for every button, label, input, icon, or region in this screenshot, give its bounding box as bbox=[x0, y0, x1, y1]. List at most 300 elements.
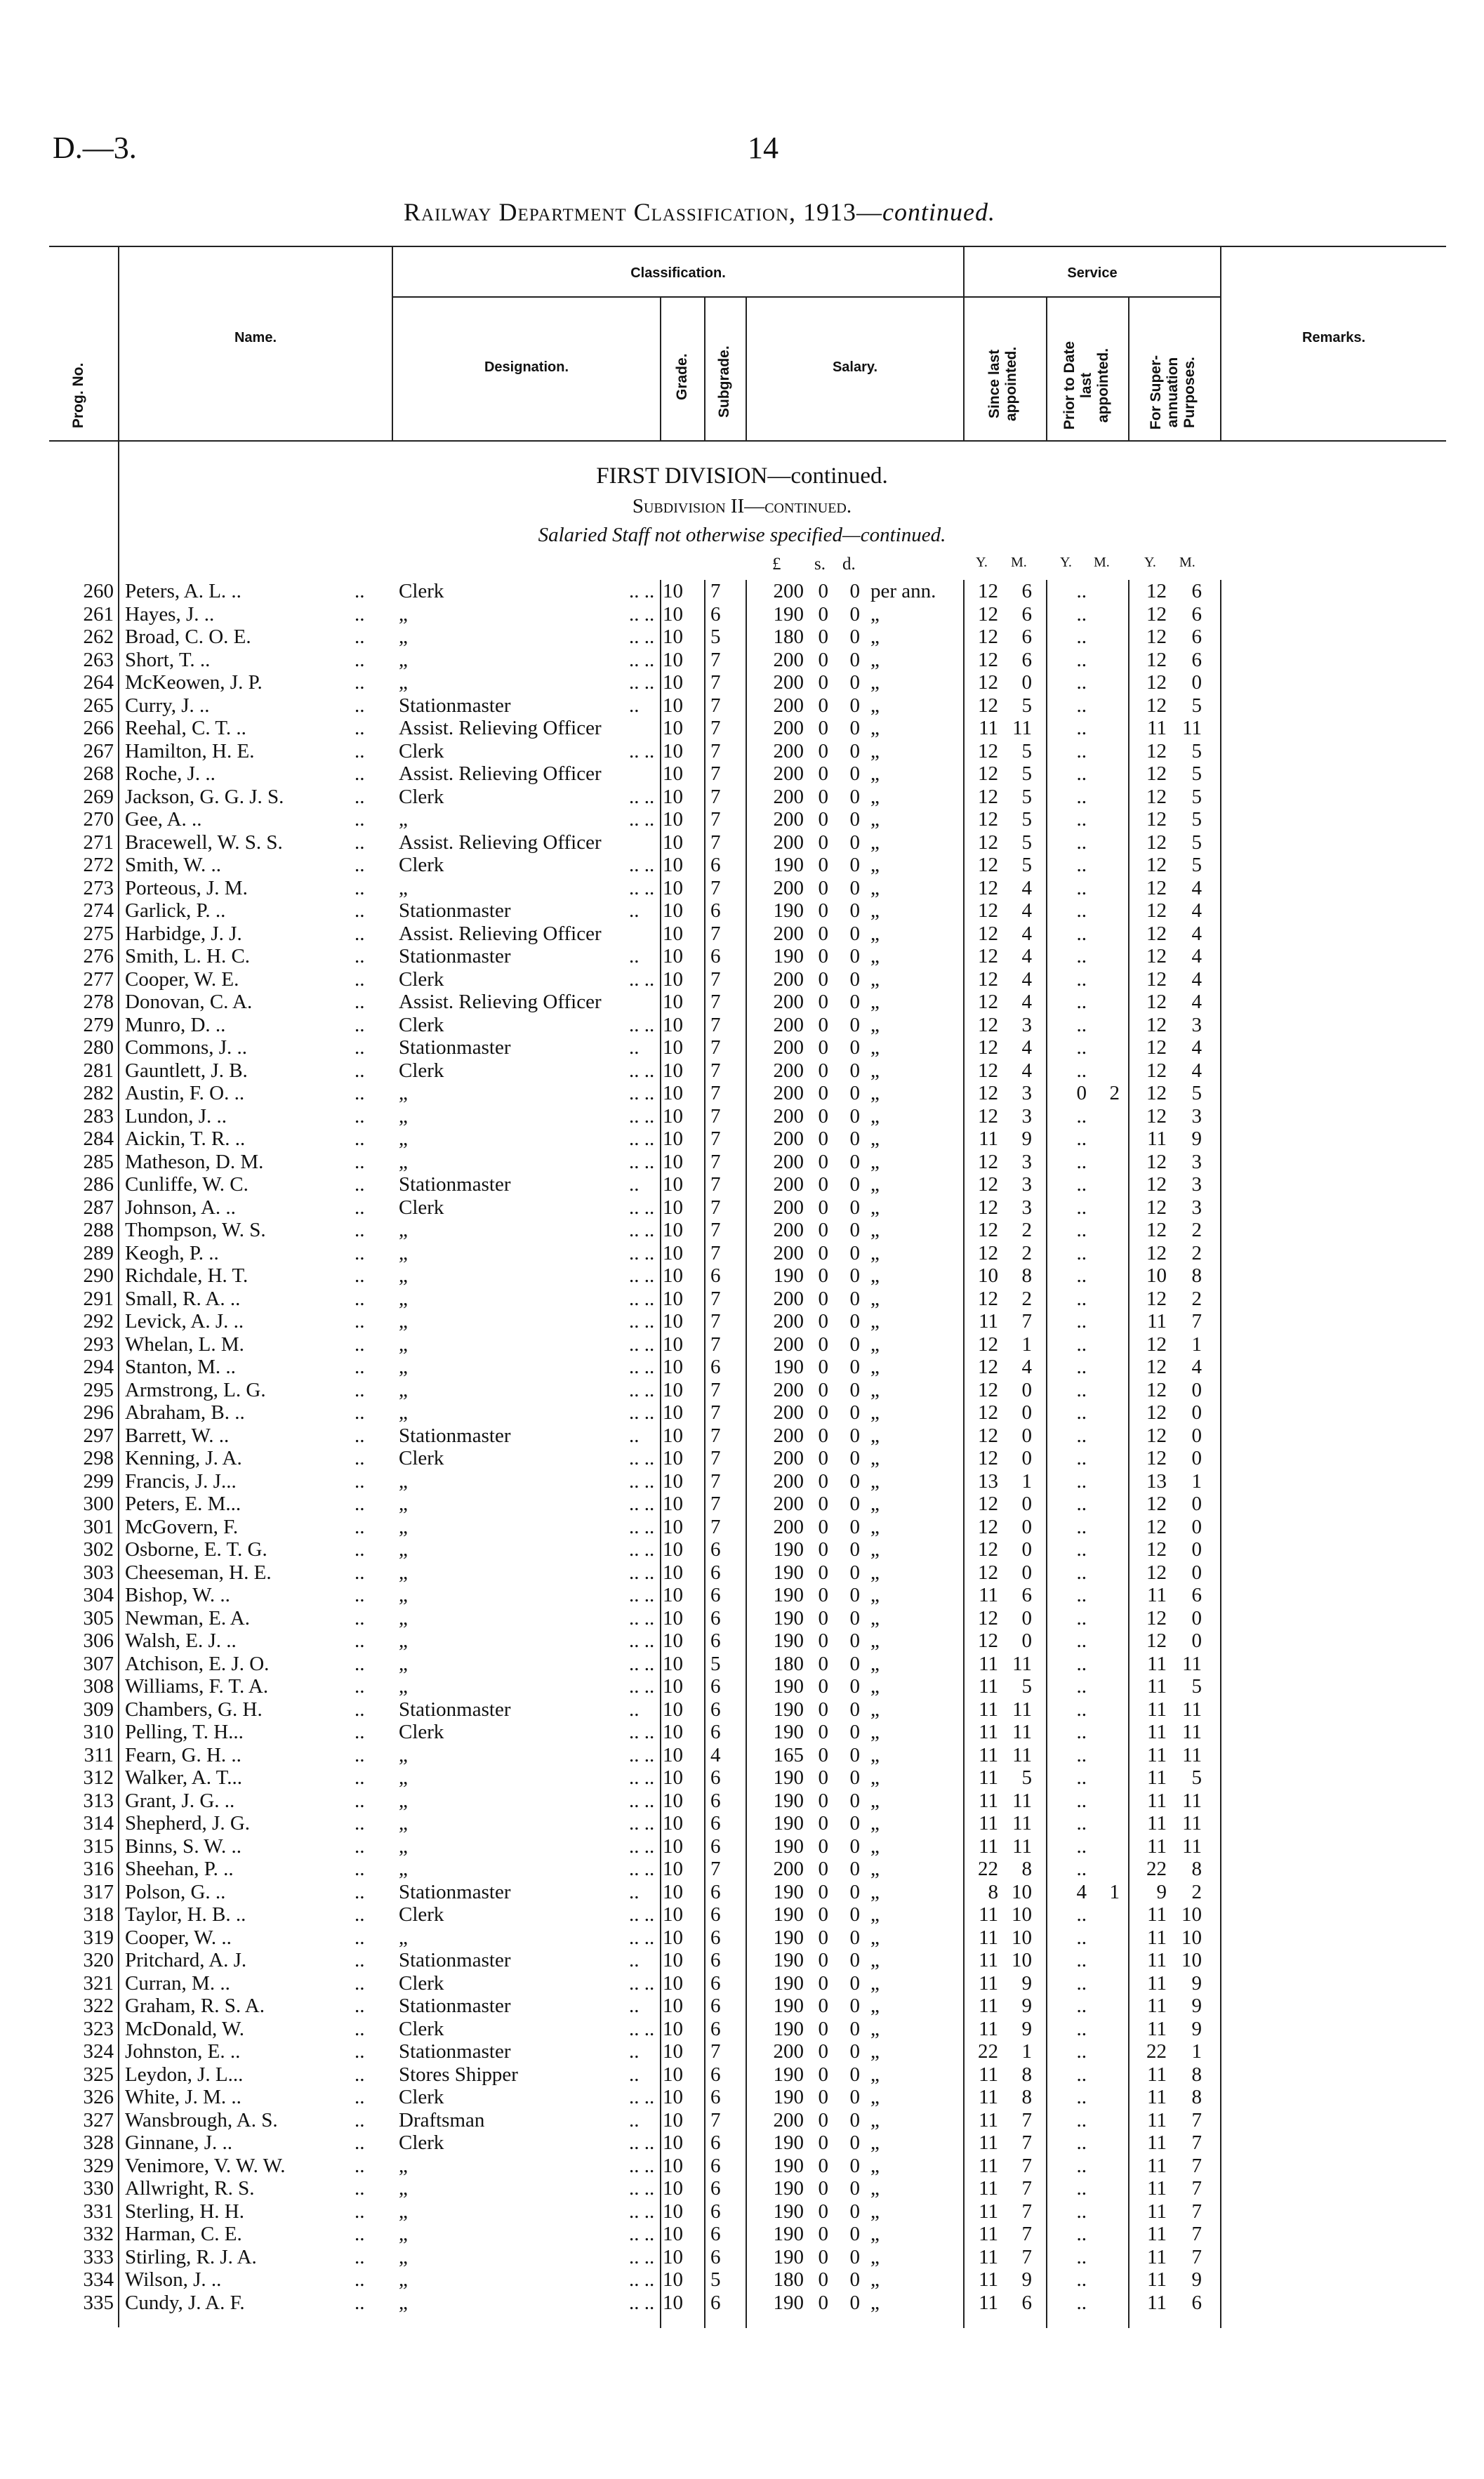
super-months: 5 bbox=[1191, 1082, 1202, 1104]
table-row bbox=[0, 626, 1484, 649]
since-years: 11 bbox=[979, 1743, 998, 1766]
super-years: 11 bbox=[1147, 1721, 1167, 1743]
subgrade: 7 bbox=[710, 1469, 721, 1493]
super-months: 6 bbox=[1191, 626, 1202, 648]
salary-shillings: 0 bbox=[818, 1401, 828, 1424]
table-row bbox=[0, 2292, 1484, 2315]
salary-shillings: 0 bbox=[818, 2108, 828, 2131]
subgrade: 6 bbox=[710, 1721, 721, 1743]
salary-pounds: 190 bbox=[773, 2017, 804, 2040]
salary-pounds: 190 bbox=[773, 2200, 804, 2223]
designation: Clerk bbox=[399, 1059, 444, 1082]
designation: „ bbox=[399, 1652, 408, 1675]
salary-pounds: 190 bbox=[773, 2086, 804, 2108]
salary-period: „ bbox=[870, 2017, 880, 2040]
leader-dots: .. bbox=[355, 1880, 365, 1903]
grade: 10 bbox=[663, 762, 683, 785]
since-years: 12 bbox=[978, 1561, 998, 1584]
salary-period: „ bbox=[870, 1310, 880, 1333]
prior-years: .. bbox=[1076, 580, 1087, 602]
salary-period: „ bbox=[870, 2040, 880, 2063]
leader-dots: .. bbox=[355, 2086, 365, 2108]
super-months: 4 bbox=[1191, 1059, 1202, 1082]
grade: 10 bbox=[663, 2017, 683, 2040]
salary-period: „ bbox=[870, 831, 880, 854]
staff-name: Broad, C. O. E. bbox=[125, 626, 251, 648]
since-months: 5 bbox=[1021, 762, 1032, 785]
salary-shillings: 0 bbox=[818, 762, 828, 785]
salary-shillings: 0 bbox=[818, 2291, 828, 2314]
salary-pence: 0 bbox=[849, 1082, 860, 1104]
unit-months: M. bbox=[1179, 555, 1195, 570]
salary-pence: 0 bbox=[849, 1310, 860, 1333]
designation: „ bbox=[399, 808, 408, 831]
super-years: 12 bbox=[1146, 1333, 1167, 1356]
leader-dots: .. bbox=[355, 1766, 365, 1789]
staff-name: Keogh, P. .. bbox=[125, 1241, 219, 1264]
super-years: 11 bbox=[1147, 2108, 1167, 2131]
subgrade: 7 bbox=[710, 1858, 721, 1880]
salary-shillings: 0 bbox=[818, 2268, 828, 2291]
since-months: 8 bbox=[1021, 1858, 1032, 1880]
designation: „ bbox=[399, 1584, 408, 1606]
super-months: 6 bbox=[1191, 2291, 1202, 2314]
salary-shillings: 0 bbox=[818, 1766, 828, 1789]
leader-dots: .. bbox=[355, 1698, 365, 1721]
salary-pounds: 200 bbox=[773, 648, 804, 671]
page-title bbox=[404, 197, 995, 227]
staff-name: Stirling, R. J. A. bbox=[125, 2245, 257, 2268]
table-row bbox=[0, 1561, 1484, 1585]
prior-years: .. bbox=[1076, 2086, 1087, 2108]
grade: 10 bbox=[663, 739, 683, 762]
staff-name: Cooper, W. .. bbox=[125, 1926, 232, 1949]
salary-period: „ bbox=[870, 1196, 880, 1219]
subgrade: 7 bbox=[710, 1036, 721, 1059]
prog-no: 299 bbox=[83, 1469, 114, 1493]
leader-dots: .. bbox=[355, 1538, 365, 1561]
since-months: 6 bbox=[1021, 580, 1032, 602]
super-months: 0 bbox=[1191, 1515, 1202, 1538]
leader-dots: .. bbox=[355, 2245, 365, 2268]
leader-dots: .. .. bbox=[629, 1059, 655, 1082]
grade: 10 bbox=[663, 922, 683, 945]
salary-pence: 0 bbox=[849, 1584, 860, 1606]
super-years: 11 bbox=[1147, 1698, 1167, 1721]
leader-dots: .. bbox=[629, 1036, 640, 1059]
service-header: Service bbox=[1067, 265, 1118, 281]
super-months: 9 bbox=[1191, 1128, 1202, 1150]
salary-shillings: 0 bbox=[818, 694, 828, 717]
table-row bbox=[0, 1995, 1484, 2018]
col-super-header: For Super- annuation Purposes. bbox=[1148, 355, 1198, 430]
since-years: 12 bbox=[978, 1059, 998, 1082]
salary-period: „ bbox=[870, 967, 880, 991]
prior-years: .. bbox=[1076, 1995, 1087, 2017]
staff-name: Cunliffe, W. C. bbox=[125, 1173, 249, 1196]
since-months: 2 bbox=[1021, 1241, 1032, 1264]
salary-period: „ bbox=[870, 1128, 880, 1150]
subgrade: 7 bbox=[710, 762, 721, 785]
salary-pence: 0 bbox=[849, 2177, 860, 2200]
super-years: 12 bbox=[1146, 991, 1167, 1013]
salary-pounds: 200 bbox=[773, 1219, 804, 1241]
salary-pence: 0 bbox=[849, 1880, 860, 1903]
designation: „ bbox=[399, 2245, 408, 2268]
super-years: 12 bbox=[1146, 1378, 1167, 1401]
prog-no: 263 bbox=[83, 648, 114, 671]
designation: Stationmaster bbox=[399, 694, 511, 717]
designation: Stationmaster bbox=[399, 899, 511, 922]
staff-name: Shepherd, J. G. bbox=[125, 1812, 251, 1835]
super-years: 12 bbox=[1146, 1629, 1167, 1652]
grade: 10 bbox=[663, 1721, 683, 1743]
subgrade: 6 bbox=[710, 2086, 721, 2108]
prog-no: 267 bbox=[83, 739, 114, 762]
super-months: 5 bbox=[1191, 762, 1202, 785]
salary-pence: 0 bbox=[849, 2291, 860, 2314]
staff-name: Pritchard, A. J. bbox=[125, 1949, 247, 1971]
subgrade: 6 bbox=[710, 1538, 721, 1561]
leader-dots: .. bbox=[629, 945, 640, 967]
table-row bbox=[0, 1333, 1484, 1356]
subgrade: 7 bbox=[710, 1104, 721, 1128]
prog-no: 307 bbox=[83, 1652, 114, 1675]
since-years: 12 bbox=[978, 648, 998, 671]
super-years: 12 bbox=[1146, 1173, 1167, 1196]
leader-dots: .. .. bbox=[629, 1903, 655, 1926]
salary-shillings: 0 bbox=[818, 1858, 828, 1880]
salary-period: „ bbox=[870, 1401, 880, 1424]
table-row bbox=[0, 1288, 1484, 1311]
prog-no: 264 bbox=[83, 671, 114, 694]
salary-pence: 0 bbox=[849, 2086, 860, 2108]
unit-pounds: £ bbox=[772, 555, 781, 574]
super-months: 4 bbox=[1191, 876, 1202, 899]
subgrade: 6 bbox=[710, 2223, 721, 2245]
salary-shillings: 0 bbox=[818, 1356, 828, 1378]
leader-dots: .. .. bbox=[629, 1721, 655, 1743]
staff-name: Donovan, C. A. bbox=[125, 991, 253, 1013]
prog-no: 289 bbox=[83, 1241, 114, 1264]
table-row bbox=[0, 2223, 1484, 2246]
leader-dots: .. bbox=[355, 2177, 365, 2200]
salary-shillings: 0 bbox=[818, 1995, 828, 2017]
salary-shillings: 0 bbox=[818, 808, 828, 831]
salary-shillings: 0 bbox=[818, 1561, 828, 1584]
prog-no: 329 bbox=[83, 2154, 114, 2177]
since-years: 11 bbox=[979, 1949, 998, 1971]
designation: Clerk bbox=[399, 2086, 444, 2108]
grade: 10 bbox=[663, 2291, 683, 2314]
leader-dots: .. .. bbox=[629, 739, 655, 762]
salary-pence: 0 bbox=[849, 1812, 860, 1835]
grade: 10 bbox=[663, 991, 683, 1013]
leader-dots: .. bbox=[355, 1104, 365, 1128]
prog-no: 324 bbox=[83, 2040, 114, 2063]
super-years: 12 bbox=[1146, 945, 1167, 967]
leader-dots: .. .. bbox=[629, 2177, 655, 2200]
leader-dots: .. bbox=[355, 876, 365, 899]
super-months: 7 bbox=[1191, 2245, 1202, 2268]
super-months: 11 bbox=[1182, 1721, 1202, 1743]
salary-pence: 0 bbox=[849, 899, 860, 922]
salary-shillings: 0 bbox=[818, 1469, 828, 1493]
since-months: 5 bbox=[1021, 785, 1032, 808]
salary-shillings: 0 bbox=[818, 1698, 828, 1721]
super-months: 0 bbox=[1191, 1401, 1202, 1424]
prior-years: .. bbox=[1076, 876, 1087, 899]
leader-dots: .. bbox=[355, 2154, 365, 2177]
leader-dots: .. bbox=[355, 1675, 365, 1698]
salary-period: „ bbox=[870, 1104, 880, 1128]
salary-pence: 0 bbox=[849, 1219, 860, 1241]
staff-name: Johnson, A. .. bbox=[125, 1196, 236, 1219]
subgrade: 6 bbox=[710, 1835, 721, 1858]
table-row bbox=[0, 1607, 1484, 1630]
table-row bbox=[0, 1653, 1484, 1676]
subgrade: 7 bbox=[710, 2108, 721, 2131]
prior-years: .. bbox=[1076, 1515, 1087, 1538]
staff-name: Sheehan, P. .. bbox=[125, 1858, 234, 1880]
subgrade: 6 bbox=[710, 1926, 721, 1949]
salary-pounds: 200 bbox=[773, 1310, 804, 1333]
super-years: 12 bbox=[1146, 1059, 1167, 1082]
salary-period: „ bbox=[870, 648, 880, 671]
salary-pounds: 200 bbox=[773, 922, 804, 945]
since-months: 1 bbox=[1021, 2040, 1032, 2063]
salary-pounds: 200 bbox=[773, 1082, 804, 1104]
salary-pounds: 165 bbox=[773, 1743, 804, 1766]
since-years: 12 bbox=[978, 1493, 998, 1515]
since-years: 12 bbox=[978, 1219, 998, 1241]
since-years: 11 bbox=[979, 1903, 998, 1926]
since-months: 3 bbox=[1021, 1196, 1032, 1219]
salary-shillings: 0 bbox=[818, 671, 828, 694]
staff-name: Smith, L. H. C. bbox=[125, 945, 251, 967]
leader-dots: .. bbox=[355, 2131, 365, 2154]
since-years: 12 bbox=[978, 1538, 998, 1561]
staff-name: Wilson, J. .. bbox=[125, 2268, 222, 2291]
grade: 10 bbox=[663, 1561, 683, 1584]
designation: „ bbox=[399, 1858, 408, 1880]
prior-years: .. bbox=[1076, 1036, 1087, 1059]
prior-years: .. bbox=[1076, 1743, 1087, 1766]
leader-dots: .. .. bbox=[629, 648, 655, 671]
since-months: 8 bbox=[1021, 1264, 1032, 1287]
super-months: 0 bbox=[1191, 1606, 1202, 1629]
designation: Draftsman bbox=[399, 2108, 485, 2131]
super-years: 11 bbox=[1147, 1903, 1167, 1926]
salary-pounds: 200 bbox=[773, 831, 804, 854]
salary-period: „ bbox=[870, 1606, 880, 1629]
prog-no: 325 bbox=[83, 2063, 114, 2086]
since-years: 11 bbox=[979, 2017, 998, 2040]
salary-pence: 0 bbox=[849, 1971, 860, 1995]
subgrade: 6 bbox=[710, 1264, 721, 1287]
prior-years: .. bbox=[1076, 1447, 1087, 1469]
since-months: 8 bbox=[1021, 2063, 1032, 2086]
prior-years: .. bbox=[1076, 602, 1087, 626]
designation: „ bbox=[399, 1264, 408, 1287]
prior-years: .. bbox=[1076, 991, 1087, 1013]
super-months: 1 bbox=[1191, 2040, 1202, 2063]
prior-years: .. bbox=[1076, 808, 1087, 831]
designation: Clerk bbox=[399, 1903, 444, 1926]
super-years: 12 bbox=[1146, 762, 1167, 785]
prog-no: 308 bbox=[83, 1675, 114, 1698]
salary-pounds: 190 bbox=[773, 1356, 804, 1378]
salary-shillings: 0 bbox=[818, 1949, 828, 1971]
col-name-header: Name. bbox=[234, 330, 277, 345]
subgrade: 7 bbox=[710, 1424, 721, 1447]
subgrade: 6 bbox=[710, 602, 721, 626]
designation: Stationmaster bbox=[399, 2040, 511, 2063]
designation: „ bbox=[399, 1150, 408, 1173]
leader-dots: .. bbox=[355, 1082, 365, 1104]
since-months: 4 bbox=[1021, 945, 1032, 967]
since-years: 12 bbox=[978, 1606, 998, 1629]
prior-years: .. bbox=[1076, 2108, 1087, 2131]
since-months: 11 bbox=[1012, 717, 1032, 739]
prior-years: .. bbox=[1076, 1721, 1087, 1743]
salary-period: „ bbox=[870, 2245, 880, 2268]
grade: 10 bbox=[663, 2063, 683, 2086]
grade: 10 bbox=[663, 808, 683, 831]
table-row bbox=[0, 1219, 1484, 1242]
subgrade: 7 bbox=[710, 1150, 721, 1173]
since-years: 13 bbox=[978, 1469, 998, 1493]
salary-pence: 0 bbox=[849, 1903, 860, 1926]
salary-shillings: 0 bbox=[818, 1219, 828, 1241]
staff-name: Chambers, G. H. bbox=[125, 1698, 263, 1721]
super-years: 12 bbox=[1146, 648, 1167, 671]
salary-period: „ bbox=[870, 1858, 880, 1880]
leader-dots: .. bbox=[629, 1173, 640, 1196]
designation: Stationmaster bbox=[399, 1173, 511, 1196]
subgrade: 6 bbox=[710, 1629, 721, 1652]
since-months: 0 bbox=[1021, 1515, 1032, 1538]
subgrade: 7 bbox=[710, 580, 721, 602]
super-years: 11 bbox=[1147, 1995, 1167, 2017]
staff-name: Atchison, E. J. O. bbox=[125, 1652, 270, 1675]
table-row bbox=[0, 945, 1484, 968]
designation: „ bbox=[399, 1629, 408, 1652]
leader-dots: .. .. bbox=[629, 1241, 655, 1264]
designation: Stationmaster bbox=[399, 1424, 511, 1447]
staff-name: Reehal, C. T. .. bbox=[125, 717, 246, 739]
leader-dots: .. bbox=[355, 1652, 365, 1675]
grade: 10 bbox=[663, 854, 683, 876]
designation: Clerk bbox=[399, 1971, 444, 1995]
since-months: 5 bbox=[1021, 694, 1032, 717]
prior-years: .. bbox=[1076, 1629, 1087, 1652]
subgrade: 5 bbox=[710, 2268, 721, 2291]
prior-years: .. bbox=[1076, 1196, 1087, 1219]
super-months: 4 bbox=[1191, 899, 1202, 922]
prog-no: 286 bbox=[83, 1173, 114, 1196]
prior-years: .. bbox=[1076, 1858, 1087, 1880]
prior-years: .. bbox=[1076, 831, 1087, 854]
leader-dots: .. bbox=[355, 1378, 365, 1401]
since-months: 11 bbox=[1012, 1652, 1032, 1675]
grade: 10 bbox=[663, 1880, 683, 1903]
salary-period: „ bbox=[870, 1356, 880, 1378]
salary-shillings: 0 bbox=[818, 1082, 828, 1104]
super-years: 12 bbox=[1146, 671, 1167, 694]
leader-dots: .. bbox=[355, 1493, 365, 1515]
salary-period: „ bbox=[870, 1835, 880, 1858]
salary-shillings: 0 bbox=[818, 922, 828, 945]
staff-name: Cooper, W. E. bbox=[125, 967, 239, 991]
prior-years: .. bbox=[1076, 739, 1087, 762]
salary-pence: 0 bbox=[849, 1652, 860, 1675]
leader-dots: .. bbox=[629, 2063, 640, 2086]
prior-years: .. bbox=[1076, 1173, 1087, 1196]
leader-dots: .. bbox=[355, 1333, 365, 1356]
leader-dots: .. bbox=[355, 626, 365, 648]
grade: 10 bbox=[663, 1333, 683, 1356]
designation: „ bbox=[399, 626, 408, 648]
prior-months: 2 bbox=[1109, 1082, 1120, 1104]
leader-dots: .. .. bbox=[629, 1104, 655, 1128]
since-months: 7 bbox=[1021, 2200, 1032, 2223]
staff-name: Ginnane, J. .. bbox=[125, 2131, 233, 2154]
salary-period: „ bbox=[870, 785, 880, 808]
division-heading: FIRST DIVISION—continued. bbox=[596, 463, 888, 489]
super-months: 11 bbox=[1182, 1652, 1202, 1675]
since-years: 11 bbox=[979, 2200, 998, 2223]
leader-dots: .. bbox=[355, 1219, 365, 1241]
subgrade: 6 bbox=[710, 1949, 721, 1971]
salary-pounds: 200 bbox=[773, 1059, 804, 1082]
salary-pounds: 190 bbox=[773, 1698, 804, 1721]
leader-dots: .. .. bbox=[629, 1287, 655, 1310]
leader-dots: .. .. bbox=[629, 1310, 655, 1333]
staff-name: Smith, W. .. bbox=[125, 854, 221, 876]
since-months: 4 bbox=[1021, 876, 1032, 899]
subgrade: 7 bbox=[710, 831, 721, 854]
super-years: 12 bbox=[1146, 808, 1167, 831]
salary-pounds: 190 bbox=[773, 1561, 804, 1584]
salary-period: „ bbox=[870, 1469, 880, 1493]
salary-shillings: 0 bbox=[818, 1584, 828, 1606]
since-months: 7 bbox=[1021, 2177, 1032, 2200]
since-months: 10 bbox=[1012, 1880, 1032, 1903]
since-months: 9 bbox=[1021, 1971, 1032, 1995]
subgrade: 7 bbox=[710, 739, 721, 762]
leader-dots: .. bbox=[355, 648, 365, 671]
designation: „ bbox=[399, 2223, 408, 2245]
subgrade: 7 bbox=[710, 1219, 721, 1241]
subgrade: 7 bbox=[710, 876, 721, 899]
salary-pence: 0 bbox=[849, 1926, 860, 1949]
salary-pounds: 200 bbox=[773, 739, 804, 762]
super-months: 9 bbox=[1191, 1971, 1202, 1995]
salary-shillings: 0 bbox=[818, 2086, 828, 2108]
salary-pence: 0 bbox=[849, 694, 860, 717]
grade: 10 bbox=[663, 2268, 683, 2291]
salary-period: „ bbox=[870, 854, 880, 876]
super-years: 11 bbox=[1147, 1128, 1167, 1150]
table-row bbox=[0, 1858, 1484, 1881]
prior-years: .. bbox=[1076, 1949, 1087, 1971]
grade: 10 bbox=[663, 876, 683, 899]
leader-dots: .. bbox=[355, 899, 365, 922]
designation: „ bbox=[399, 1356, 408, 1378]
leader-dots: .. .. bbox=[629, 1584, 655, 1606]
prior-years: .. bbox=[1076, 694, 1087, 717]
